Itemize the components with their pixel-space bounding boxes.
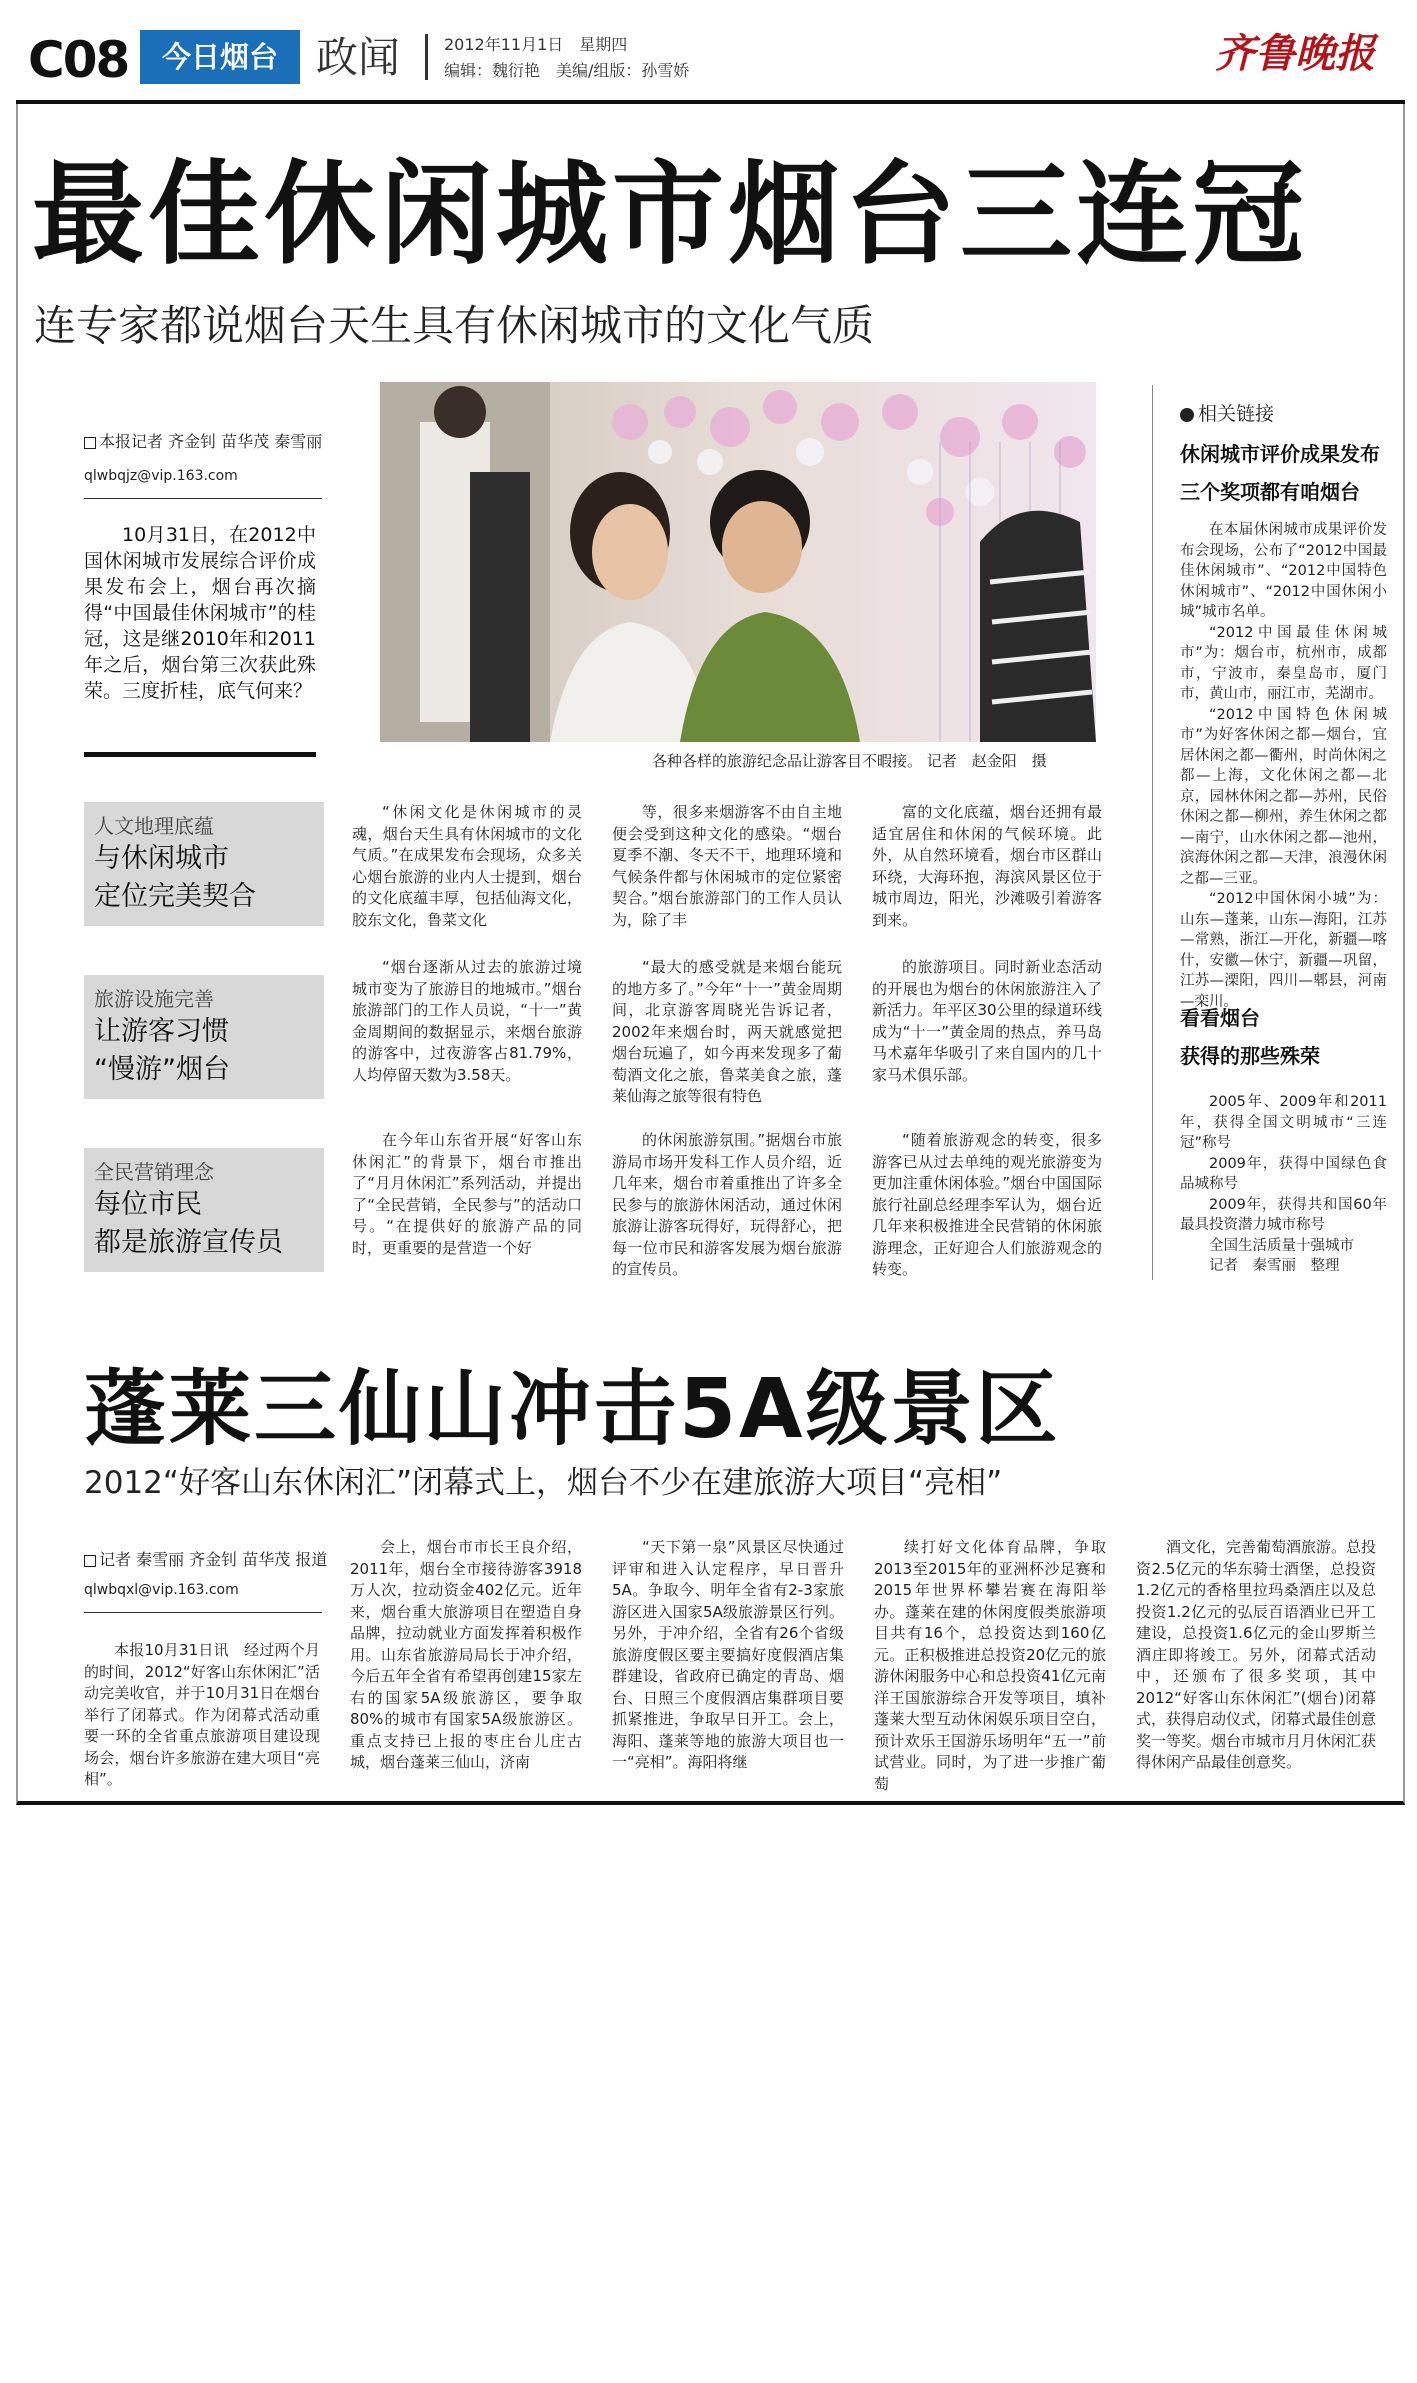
byline-2: 记者 秦雪丽 齐金钊 苗华茂 报道 — [84, 1550, 327, 1570]
section-box-title-line1: 每位市民 — [94, 1189, 202, 1220]
section-box-kicker: 旅游设施完善 — [94, 987, 214, 1011]
editor-credits: 编辑：魏衍艳 美编/组版：孙雪娇 — [444, 61, 690, 80]
body-column: “随着旅游观念的转变，很多游客已从过去单纯的观光旅游变为更加注重休闲体验。”烟台中国国际旅行社副总经理李军认为，烟台近几年来积极推进全民营销的休闲旅游理念，正好迎合人们旅游观念的转变。 — [872, 1131, 1102, 1278]
issue-date: 2012年11月1日 星期四 — [444, 35, 628, 54]
sidebar-title: 休闲城市评价成果发布 — [1180, 442, 1380, 466]
body-column: “天下第一泉”风景区尽快通过评审和进入认定程序，早日晋升5A。争取今、明年全省有2-3家旅游区进入国家5A级旅游景区行列。另外，于冲介绍，全省有26个省级旅游度假区要主要搞好度假酒店集群建设，省政府已确定的青岛、烟台、日照三个度假酒店集群项目要抓紧推进，争取早日开工。会上，海阳、蓬莱等地的旅游大项目也一一“亮相”。海阳将继 — [612, 1538, 844, 1771]
photo-caption: 各种各样的旅游纪念品让游客目不暇接。 记者 赵金阳 摄 — [652, 752, 1047, 770]
sidebar-title: 看看烟台 — [1180, 1006, 1260, 1030]
byline-marker — [84, 437, 96, 449]
body-column: 富的文化底蕴，烟台还拥有最适宜居住和休闲的气候环境。此外，从自然环境看，烟台市区群山环绕，大海环抱，海滨风景区位于城市周边，阳光，沙滩吸引着游客到来。 — [872, 803, 1102, 929]
body-column: 酒文化，完善葡萄酒旅游。总投资2.5亿元的华东骑士酒堡，总投资1.2亿元的香格里拉玛桑酒庄以及总投资1.2亿元的弘辰百语酒业已开工建设，总投资1.6亿元的金山罗斯兰酒庄即将竣工。另外，闭幕式活动中，还颁布了很多奖项，其中2012“好客山东休闲汇”(烟台)闭幕式，获得启动仪式，闭幕式最佳创意奖一等奖。烟台市城市月月休闲汇获得休闲产品最佳创意奖。 — [1136, 1538, 1377, 1771]
section-box-title-line1: 让游客习惯 — [94, 1016, 229, 1047]
newspaper-logo: 齐鲁晚报 — [1215, 30, 1375, 77]
body-column: 本报10月31日讯 经过两个月的时间，2012“好客山东休闲汇”活动完美收官，并于10月31日在烟台举行了闭幕式。作为闭幕式活动重要一环的全省重点旅游项目建设现场会，烟台许多旅游在建大项目“亮相”。 — [84, 1641, 320, 1788]
section-box-title-line2: “慢游”烟台 — [94, 1054, 230, 1085]
body-column: 会上，烟台市市长王良介绍，2011年，烟台全市接待游客3918万人次，拉动资金402亿元。近年来，烟台重大旅游项目在塑造自身品牌，拉动就业方面发挥着积极作用。山东省旅游局局长于冲介绍，今后五年全省有希望再创建15家左右的国家5A级旅游区，要争取80%的城市有国家5A级旅游区。重点支持已上报的枣庄台儿庄古城，烟台蓬莱三仙山，济南 — [350, 1538, 582, 1771]
sidebar-divider — [1152, 385, 1153, 1280]
body-column: 续打好文化体育品牌，争取2013至2015年的亚洲杯沙足赛和2015年世界杯攀岩赛在海阳举办。蓬莱在建的休闲度假类旅游项目共有16个，总投资达到160亿元。正积极推进总投资20亿元的旅游休闲服务中心和总投资41亿元南洋王国旅游综合开发等项目，填补蓬莱大型互动休闲娱乐项目空白，预计欢乐王国游乐场明年“五一”前试营业。同时，为了进一步推广葡萄 — [874, 1538, 1106, 1793]
body-column: “最大的感受就是来烟台能玩的地方多了。”今年“十一”黄金周期间，北京游客周晓光告诉记者，2002年来烟台时，两天就感觉把烟台玩遍了，如今再来发现多了葡萄酒文化之旅，鲁菜美食之旅，蓬莱仙海之旅等很有特色 — [612, 958, 842, 1105]
sidebar-title: 三个奖项都有咱烟台 — [1180, 480, 1360, 504]
page-number: C08 — [28, 31, 129, 89]
body-column: “烟台逐渐从过去的旅游过境城市变为了旅游目的地城市。”烟台旅游部门的工作人员说，“十一”黄金周期间的数据显示，来烟台旅游的游客中，过夜游客占81.79%，人均停留天数为3.58天。 — [352, 958, 582, 1084]
sidebar-title: 获得的那些殊荣 — [1180, 1044, 1320, 1068]
section-box-title-line2: 定位完美契合 — [94, 881, 256, 912]
byline-marker — [84, 1555, 96, 1567]
sidebar-honors: 2005年、2009年和2011年，获得全国文明城市“三连冠”称号 2009年，获得中国绿色食品城称号 2009年，获得共和国60年最具投资潜力城市称号 全国生活质量十强城市 记者 秦雪丽 整理 — [1180, 1094, 1387, 1274]
section-box-2 — [84, 975, 324, 1099]
section-box-1 — [84, 802, 324, 926]
byline-rule-2 — [84, 1612, 322, 1613]
section-box-kicker: 人文地理底蕴 — [94, 814, 214, 838]
body-column: 在今年山东省开展“好客山东休闲汇”的背景下，烟台市推出了“月月休闲汇”系列活动，并提出了“全民营销，全民参与”的活动口号。“在提供好的旅游产品的同时，更重要的是营造一个好 — [352, 1131, 582, 1257]
section-label: 今日烟台 — [140, 30, 300, 84]
article-photo — [380, 382, 1096, 742]
byline: 本报记者 齐金钊 苗华茂 秦雪丽 — [84, 432, 322, 452]
byline-email-2: qlwbqxl@vip.163.com — [84, 1582, 239, 1598]
headline-2: 蓬莱三仙山冲击5A级景区 — [84, 1362, 1061, 1457]
headline: 最佳休闲城市烟台三连冠 — [32, 150, 1308, 280]
byline-rule — [84, 498, 322, 499]
column-label: 政闻 — [316, 33, 401, 82]
subheadline-2: 2012“好客山东休闲汇”闭幕式上，烟台不少在建旅游大项目“亮相” — [84, 1465, 1003, 1501]
sidebar-body: 在本届休闲城市成果评价发布会现场，公布了“2012中国最佳休闲城市”、“2012中国特色休闲城市”、“2012中国休闲小城”城市名单。 “2012中国最佳休闲城市”为：烟台市，杭州市，成都市，宁波市，秦皇岛市，厦门市，黄山市，丽江市，芜湖市。 “2012中国特色休闲城市”为好客休闲之都—烟台，宜居休闲之都—衢州，时尚休闲之都—上海，文化休闲之都—北京，园林休闲之都—苏州，民俗休闲之都—柳州，养生休闲之都—南宁，山水休闲之都—池州，滨海休闲之都—天津，浪漫休闲之都—三亚。 “2012中国休闲小城”为：山东—蓬莱，山东—海阳，江苏—常熟，浙江—开化，新疆—喀什，安徽—休宁，新疆—巩留，江苏—溧阳，四川—郫县，河南—栾川。 — [1180, 522, 1387, 1010]
byline-email: qlwbqjz@vip.163.com — [84, 468, 238, 484]
header-divider — [425, 34, 428, 80]
section-box-title-line1: 与休闲城市 — [94, 843, 229, 874]
subheadline: 连专家都说烟台天生具有休闲城市的文化气质 — [34, 301, 875, 350]
sidebar-tag-icon — [1180, 408, 1194, 422]
section-box-kicker: 全民营销理念 — [94, 1160, 214, 1184]
sidebar-tag: 相关链接 — [1180, 400, 1274, 428]
body-column: 等，很多来烟游客不由自主地便会受到这种文化的感染。“烟台夏季不潮、冬天不干，地理环境和气候条件都与休闲城市的定位紧密契合。”烟台旅游部门的工作人员认为，除了丰 — [612, 803, 842, 929]
section-box-3 — [84, 1148, 324, 1272]
lead-paragraph: 10月31日，在2012中国休闲城市发展综合评价成果发布会上，烟台再次摘得“中国最佳休闲城市”的桂冠，这是继2010年和2011年之后，烟台第三次获此殊荣。三度折桂，底气何来？ — [84, 524, 316, 702]
body-column: “休闲文化是休闲城市的灵魂，烟台天生具有休闲城市的文化气质。”在成果发布会现场，众多关心烟台旅游的业内人士提到，烟台的文化底蕴丰厚，包括仙海文化，胶东文化，鲁菜文化 — [352, 803, 582, 929]
lead-rule — [84, 752, 316, 757]
section-box-title-line2: 都是旅游宣传员 — [94, 1227, 283, 1258]
body-column: 的旅游项目。同时新业态活动的开展也为烟台的休闲旅游注入了新活力。年平区30公里的绿道环线成为“十一”黄金周的热点，养马岛马术嘉年华吸引了来自国内的几十家马术俱乐部。 — [872, 958, 1102, 1084]
body-column: 的休闲旅游氛围。”据烟台市旅游局市场开发科工作人员介绍，近几年来，烟台市着重推出了许多全民参与的旅游休闲活动，通过休闲旅游让游客玩得好，玩得舒心，把每一位市民和游客发展为烟台旅游的宣传员。 — [612, 1131, 842, 1278]
